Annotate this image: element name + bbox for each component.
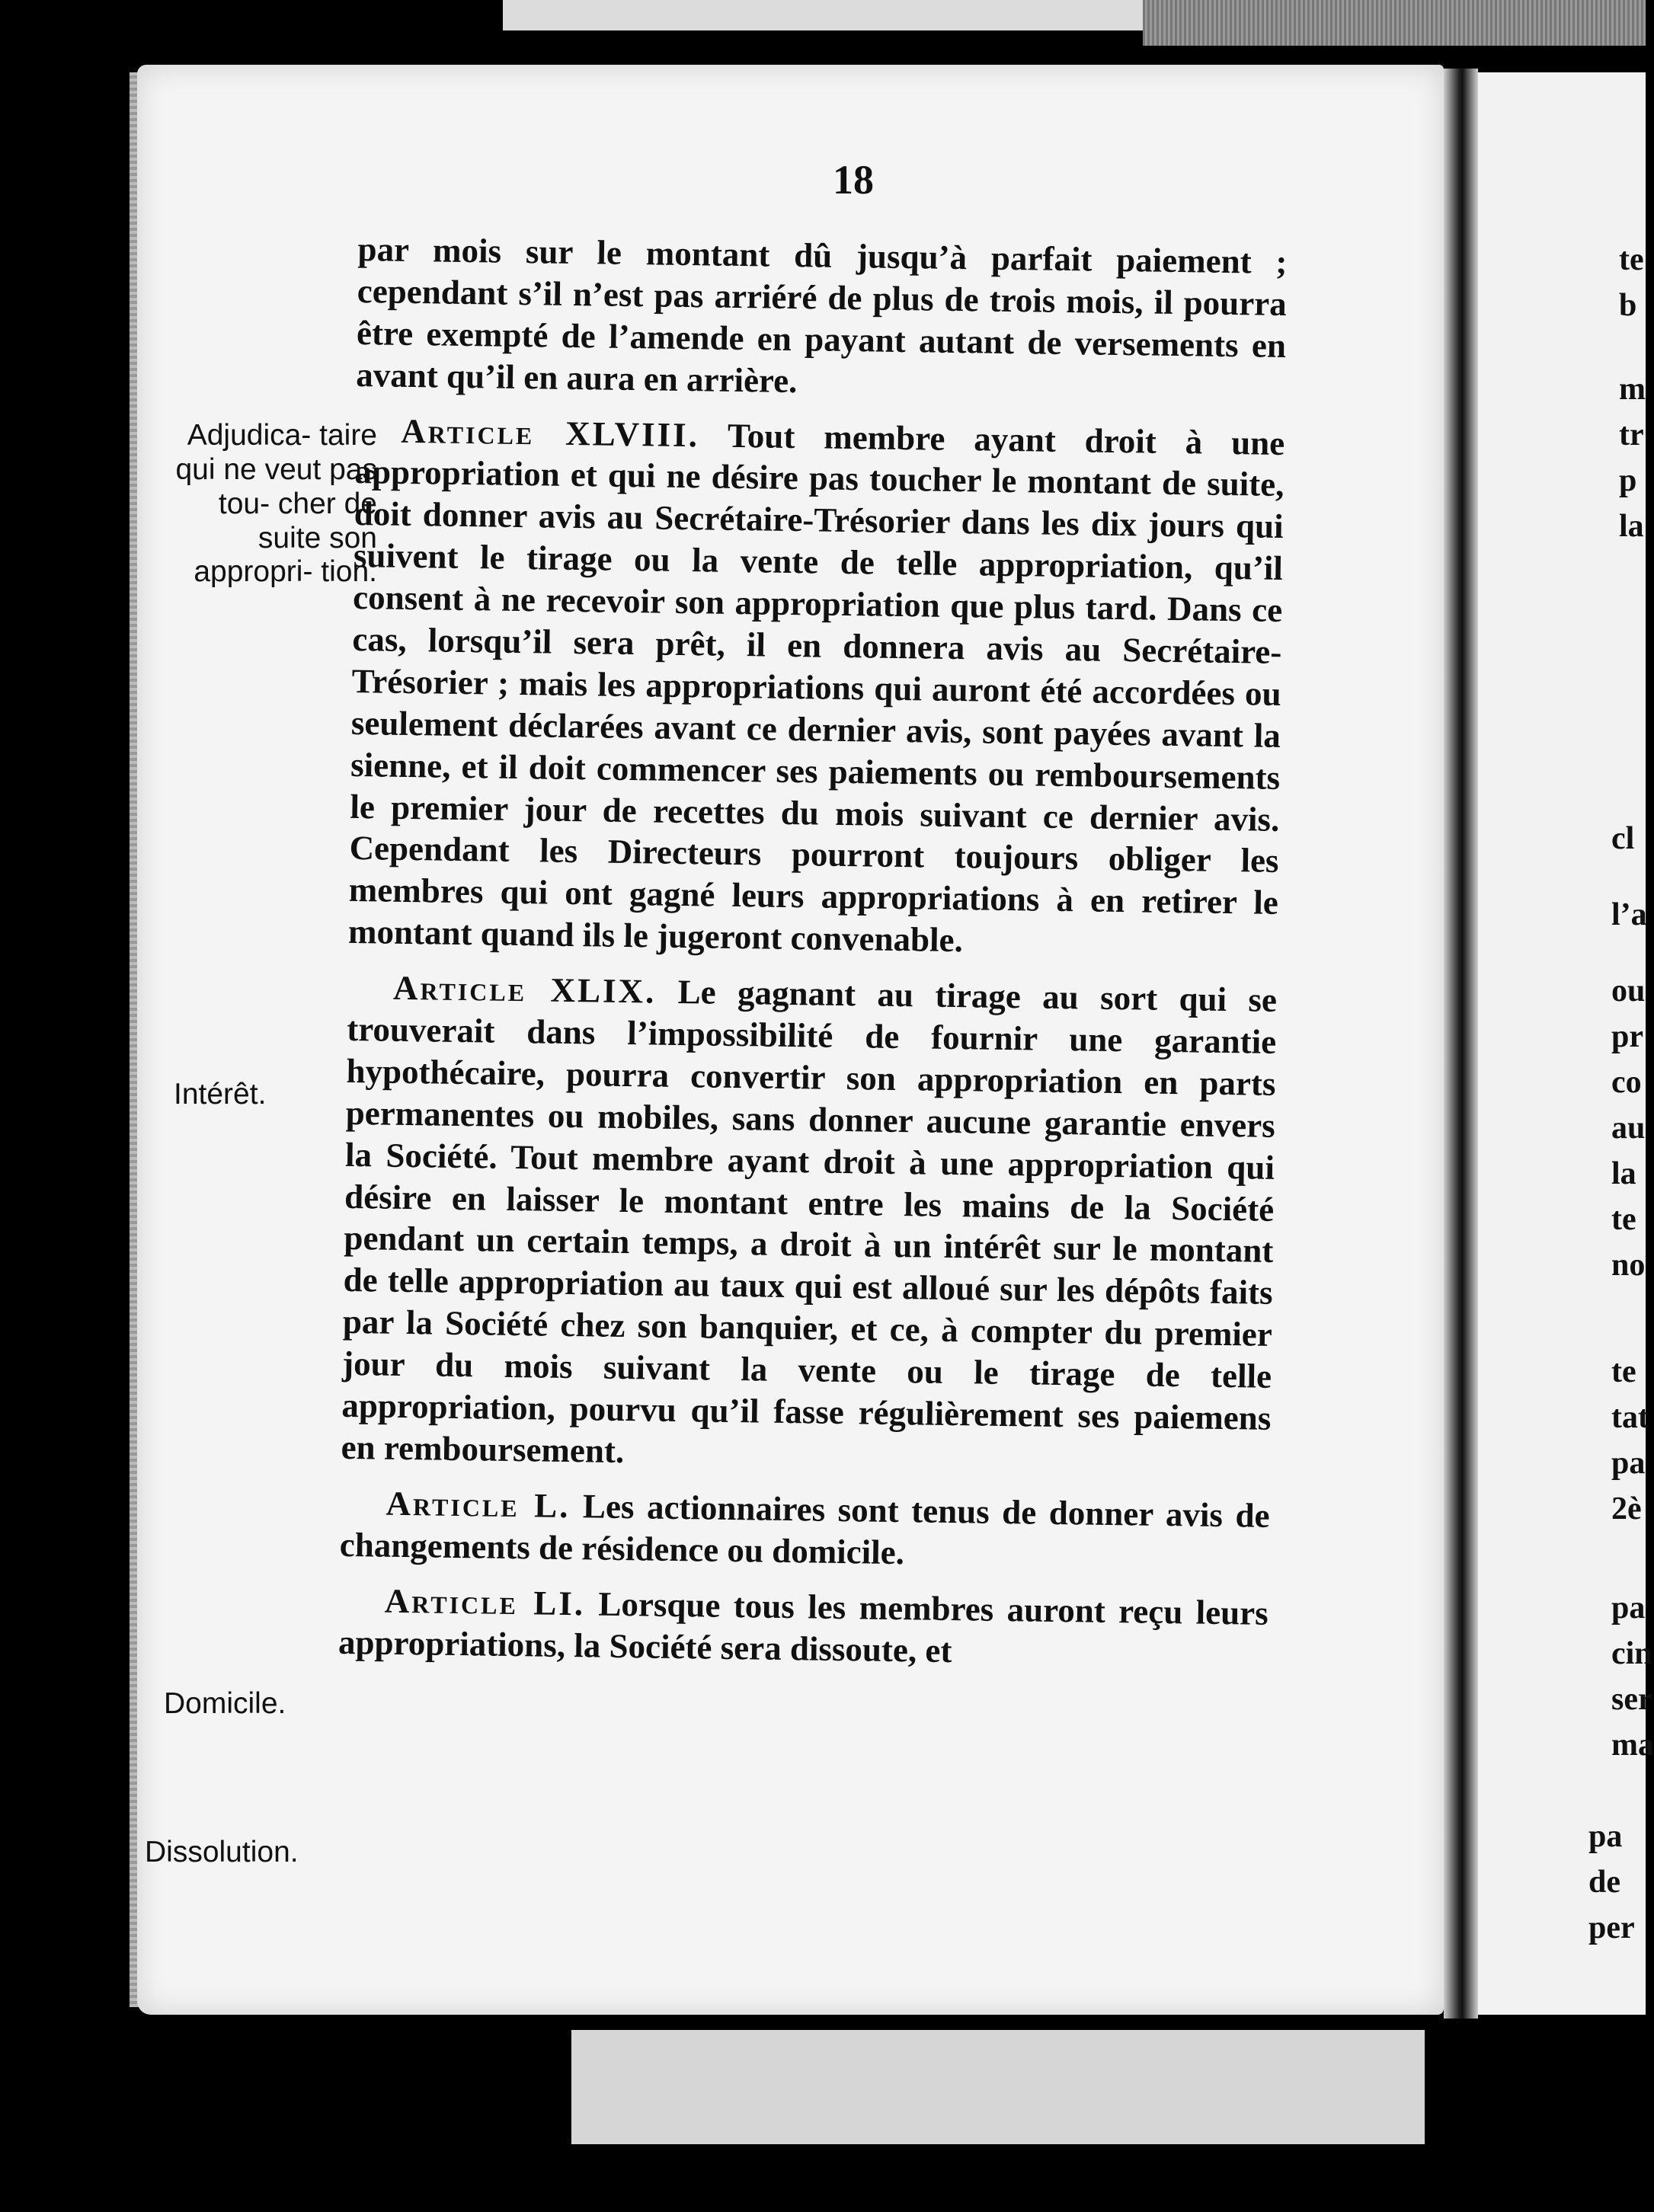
margin-note-interet: Intérêt. <box>174 1078 267 1111</box>
article-51-heading: Article LI. <box>384 1581 586 1622</box>
paragraph-intro: par mois sur le montant dû jusqu’à parfait paiement ; cependant s’il n’est pas arriéré de plus de trois mois, il pourra être exempté de l’amende en payant autant de versements en avant qu’il en aura en arrière. <box>355 229 1288 400</box>
right-page-fragment: co <box>1611 1065 1642 1100</box>
right-page-fragment: no <box>1611 1248 1646 1283</box>
right-page-fragment: p <box>1619 463 1637 498</box>
article-50-text: Les actionnaires sont tenus de donner avis de changements de résidence ou domicile. <box>339 1487 1270 1571</box>
margin-note-adjudicataire: Adjudica- taire qui ne veut pas tou- cher de suite son appropri- tion. <box>175 419 377 589</box>
right-page-fragment: pa <box>1611 1446 1646 1481</box>
paragraph-article-49 <box>341 967 1277 1482</box>
body-text <box>338 229 1287 1689</box>
paragraph-article-48 <box>348 410 1285 967</box>
right-page-fragment: tat <box>1611 1400 1649 1435</box>
right-page-fragment: te <box>1619 242 1644 277</box>
right-page-fragment: ou <box>1611 973 1646 1009</box>
scan-bottom-strip <box>571 2030 1425 2144</box>
right-page-fragment: tr <box>1619 417 1644 452</box>
scan-top-right-strip <box>1143 0 1646 46</box>
paragraph-article-50 <box>339 1482 1269 1579</box>
right-page-fragment: de <box>1588 1865 1620 1900</box>
article-49-heading: Article XLIX. <box>392 968 657 1011</box>
right-page-fragment: per <box>1588 1910 1635 1945</box>
right-page-fragment: pr <box>1611 1019 1643 1054</box>
article-51-text: Lorsque tous les membres auront reçu leurs appropriations, la Société sera dissoute, et <box>338 1584 1269 1670</box>
right-page-fragment: cl <box>1611 821 1635 856</box>
article-48-text: Tout membre ayant droit à une appropriation et qui ne désire pas toucher le montant de suite, doit donner avis au Secrétaire-Trésorier dans les dix jours qui suivent le tirage ou la vente de telle appropriation, qu’il consent à ne recevoir son appropriation que plus tard. Dans ce cas, lorsqu’il sera prêt, il en donnera avis au Secrétaire-Trésorier ; mais les appropriations qui auront été accordées ou seulement déclarées avant ce dernier avis, sont payées avant la sienne, et il doit commencer ses paiements ou remboursements le premier jour de recettes du mois suivant ce dernier avis. Cependant les Directeurs pourront toujours obliger les membres qui ont gagné leurs appropriations à en retirer le montant quand ils le jugeront convenable. <box>347 416 1285 960</box>
page-number: 18 <box>833 157 874 203</box>
right-page-fragment: b <box>1619 288 1637 323</box>
right-page-fragment: te <box>1611 1354 1636 1389</box>
margin-note-domicile: Domicile. <box>164 1687 286 1720</box>
right-page-fragment: te <box>1611 1202 1636 1237</box>
right-page-fragment: la <box>1619 509 1644 544</box>
right-page-fragment: au <box>1611 1111 1646 1146</box>
right-page-fragment: la <box>1611 1156 1636 1191</box>
scan-top-strip <box>503 0 1173 30</box>
book-gutter <box>1444 69 1478 2019</box>
right-page-fragment: pa <box>1588 1819 1623 1854</box>
right-page-fragment: 2è <box>1611 1491 1642 1526</box>
right-page-fragment: ma <box>1611 1728 1654 1763</box>
article-48-heading: Article XLVIII. <box>400 411 700 454</box>
margin-note-dissolution: Dissolution. <box>145 1836 299 1868</box>
right-page-fragment: m <box>1619 372 1646 407</box>
article-50-heading: Article L. <box>386 1484 571 1525</box>
right-page-fragment: ser <box>1611 1682 1652 1717</box>
right-page-fragment: l’a <box>1611 897 1647 932</box>
right-page-fragment: cin <box>1611 1636 1652 1671</box>
right-page-fragment: pa <box>1611 1590 1646 1625</box>
paragraph-article-51 <box>338 1579 1268 1676</box>
article-49-text: Le gagnant au tirage au sort qui se trouverait dans l’impossibilité de fournir une garantie hypothécaire, pourra convertir son appropriation en parts permanentes ou mobiles, sans donner aucune garantie envers la Société. Tout membre ayant droit à une appropriation qui désire en laisser le montant entre les mains de la Société pendant un certain temps, a droit à un intérêt sur le montant de telle appropriation au taux qui est alloué sur les dépôts faits par la Société chez son banquier, et ce, à compter du premier jour du mois suivant la vente ou le tirage de telle appropriation, pourvu qu’il fasse régulièrement ses paiemens en remboursement. <box>341 973 1278 1470</box>
